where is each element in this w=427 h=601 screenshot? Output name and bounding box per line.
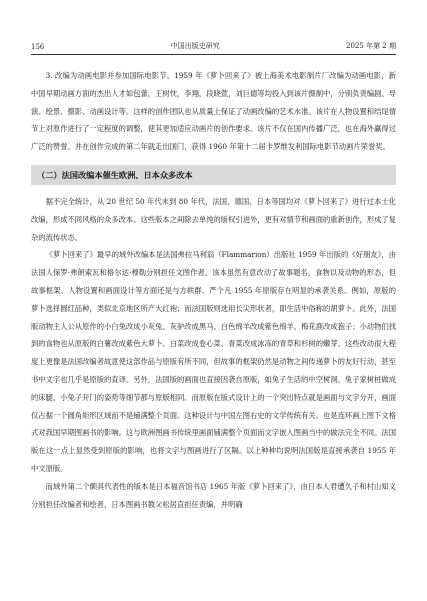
- paragraph-film-adaptation: 3. 改编为动画电影并参加国际电影节。1959 年《萝卜回来了》被上海美术电影制片厂改编为动画电影，新中国早期动画方面的杰出人才如包蕾，王树忱，李翔，段晓萱，刘巨德等均投入到该片摄制中，分别负责编剧、导演、绘景、摄影、动画设计等。这样的创作团队也从质量上保证了动画改编的艺术水准。该片在人物设置和结尾情节上对原作进行了一定程度的调整，使其更加适应动画片的创作要求。该片不仅在国内传播广泛，也在海外赢得过广泛的赞誉。并在创作完成的第二年就走出国门，获得 1960 年第十二届卡罗维发利国际电影节动画片荣誉奖。: [31, 71, 396, 152]
- issue-label: 2025 年第 2 期: [346, 42, 396, 50]
- running-header: [31, 37, 396, 55]
- paragraph-statistics: 据不完全统计，从 20 世纪 50 年代末到 80 年代，法国、德国、日本等国均对《萝卜回来了》进行过本土化改编，形成不同风格的众多改本。这些版本之间除去单纯的版权引进外，更有对情节和画面的重新创作，形成了复杂的流传状态。: [31, 196, 396, 242]
- page-number: 156: [31, 43, 45, 51]
- journal-title: 中国出版史研究: [170, 42, 220, 50]
- section-heading-wrap: [31, 165, 396, 185]
- section-heading: （二）法国改编本催生欧洲、日本众多改本: [31, 165, 396, 185]
- paragraph-japanese-edition: 而域外第二个颇具代表性的版本是日本福音馆书店 1965 年版《萝卜回来了》，由日本人君遭久子和村山知义分别担任改编者和绘者，日本图画书教父松居直担任责编，并明确: [31, 481, 396, 509]
- paragraph-french-edition: 《萝卜回来了》最早的域外改编本是法国弗拉马利翁（Flammarion）出版社 1959 年出版的《好朋友》，由法国人保罗·弗朗索瓦和格尔达·穆勒分别担任文图作者。该本虽然有意改动了故事题名，食物以及动物的形态，但故事框架、人物设置和画面设计等方面还是与方轶群、严个凡 1955 年原版存在明显的承袭关系。例如，原版的萝卜选择圆红品种，类似北京地区所产大红袍；而法国版则选用长尖形状者，即生活中俗称的胡萝卜。此外，法国版动物主人公从原作的小白兔改成小灰兔、灰驴改成黑马、白色绵羊改成紫色绵羊、梅花鹿改成狍子；小动物们找到的食物也从原版的白薯改成紫色大萝卜、白菜改成卷心菜、青菜改成冰冻的青草和杉树的嫩芽。这些改动很大程度上更像是法国改编者故意使这部作品与原版有所不同，但故事的框架仍然是动物之间传递萝卜的友好行动，甚至书中文字也几乎是原版的直译。另外，法国版的画面也直接因袭自原版，如兔子生活的中空树洞、兔子家树桩做成的床腿、小兔子开门的姿势等细节都与原版相同。而原版在版式设计上的一个突出特点就是画面与文字分开，画面仅占据一个圆角矩形区域而不是铺满整个页面。这种设计与中国左图右史的文学传统有关，也是连环画上图下文格式对我国早期图画书的影响。这与欧洲图画书传统里画面铺满整个页面而文字嵌入图画当中的做法完全不同。法国版在这一点上显然受到原版的影响，也将文字与图画进行了区隔。以上种种均说明法国版是直接承袭自 1955 年中文原版。: [31, 250, 396, 473]
- article-body: [31, 67, 396, 513]
